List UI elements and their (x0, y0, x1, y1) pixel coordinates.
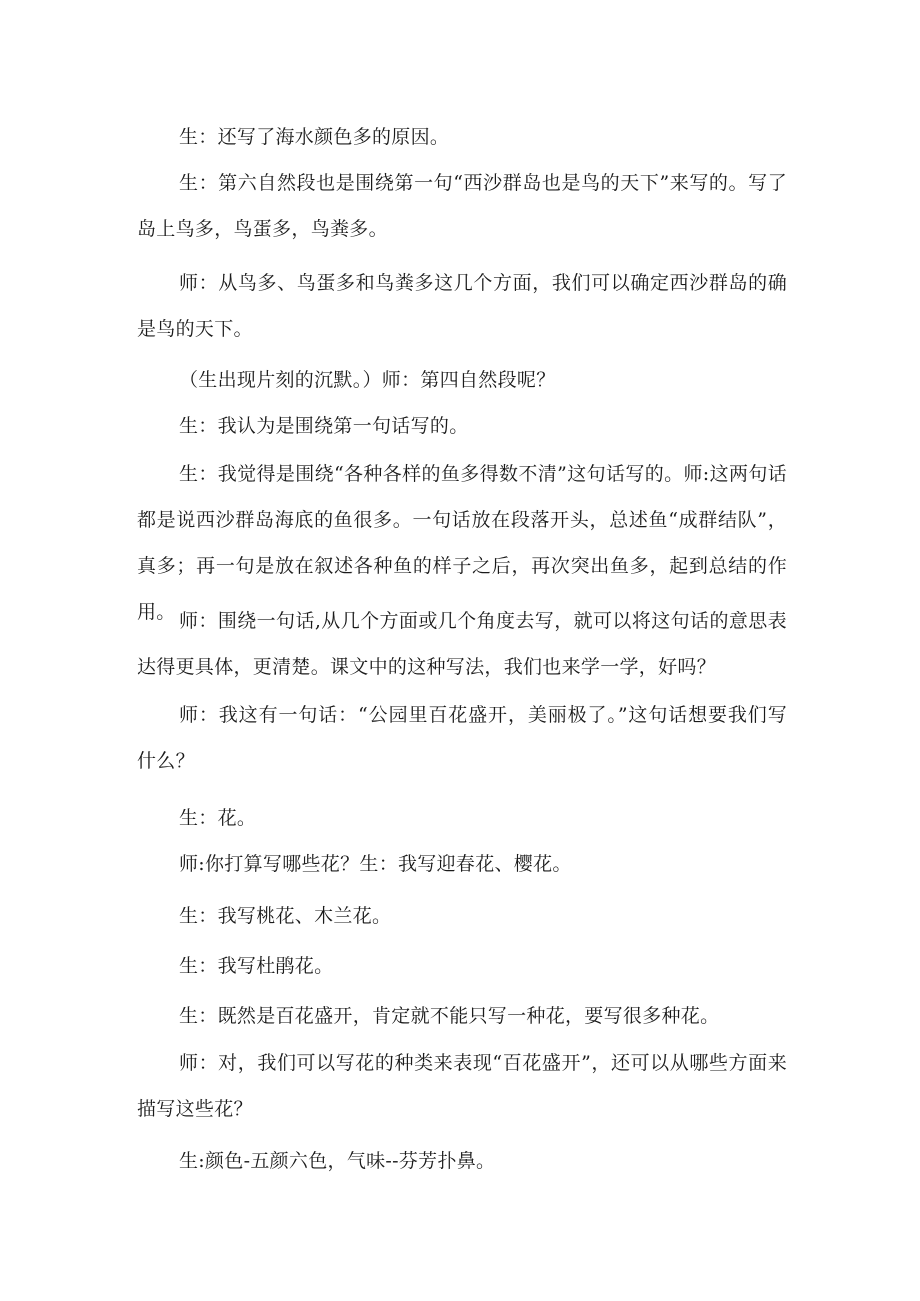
paragraph: （生出现片刻的沉默。）师：第四自然段呢？ (179, 369, 556, 391)
paragraph: 师：围绕一句话,从几个方面或几个角度去写，就可以将这句话的意思表达得更具体，更清楚。课文中的这种写法，我们也来学一学，好吗？ (137, 610, 787, 678)
paragraph: 生:颜色-五颜六色，气味--芬芳扑鼻。 (179, 1150, 496, 1172)
paragraph: 生：我写杜鹃花。 (179, 955, 334, 977)
paragraph: 生：第六自然段也是围绕第一句“西沙群岛也是鸟的天下”来写的。写了岛上鸟多，鸟蛋多，鸟粪多。 (137, 172, 787, 240)
paragraph: 师：我这有一句话：“公园里百花盛开，美丽极了。”这句话想要我们写什么？ (137, 704, 787, 772)
paragraph: 生：花。 (179, 807, 257, 829)
paragraph: 师：对，我们可以写花的种类来表现“百花盛开”，还可以从哪些方面来描写这些花？ (137, 1052, 787, 1120)
paragraph: 师：从鸟多、鸟蛋多和鸟粪多这几个方面，我们可以确定西沙群岛的确是鸟的天下。 (137, 272, 787, 340)
paragraph: 生：既然是百花盛开，肯定就不能只写一种花，要写很多种花。 (179, 1005, 720, 1027)
paragraph: 生：我觉得是围绕“各种各样的鱼多得数不清”这句话写的。师:这两句话都是说西沙群岛海底的鱼很多。一句话放在段落开头，总述鱼“成群结队”，真多；再一句是放在叙述各种鱼的样子之后，再次突出鱼多，起到总结的作用。 (137, 463, 787, 623)
paragraph: 生：还写了海水颜色多的原因。 (179, 126, 450, 148)
paragraph: 生：我写桃花、木兰花。 (179, 905, 392, 927)
paragraph: 师:你打算写哪些花？生：我写迎春花、樱花。 (179, 853, 572, 875)
paragraph: 生：我认为是围绕第一句话写的。 (179, 415, 469, 437)
